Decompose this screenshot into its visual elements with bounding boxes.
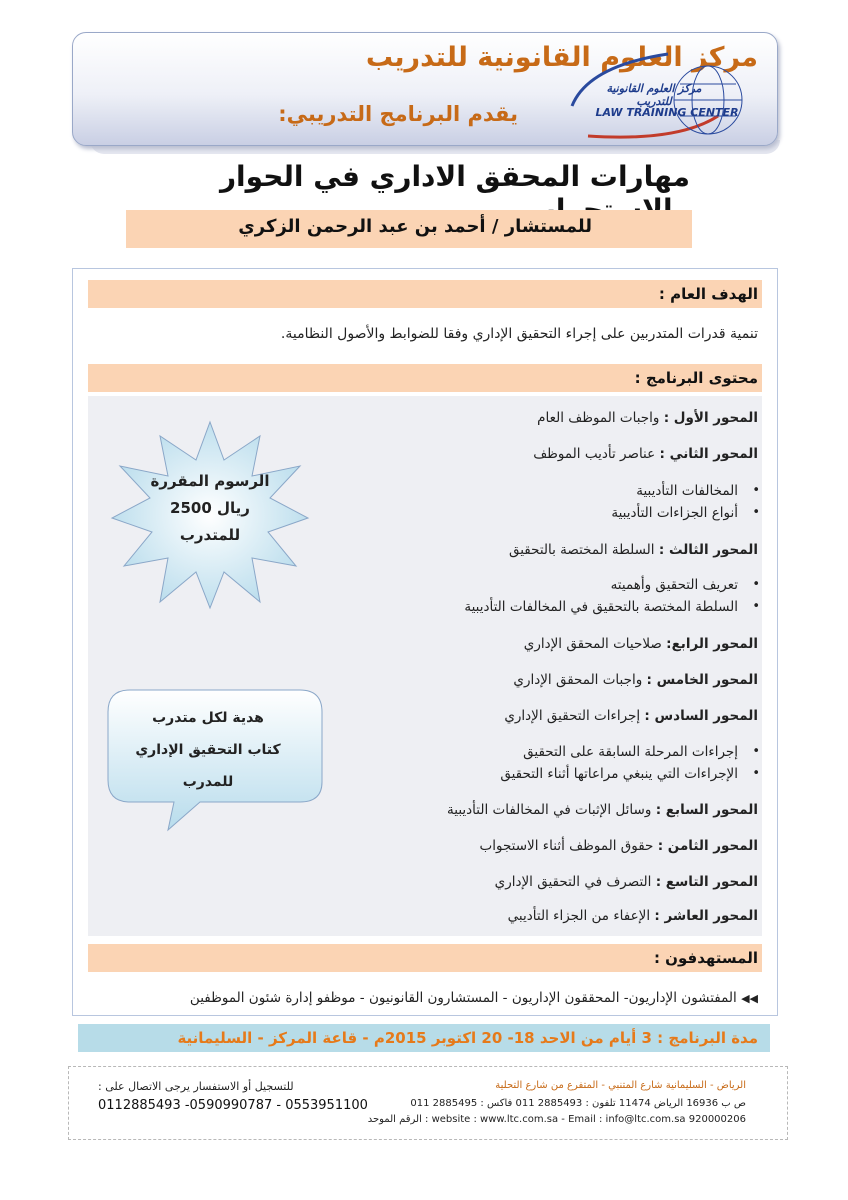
axis-9: المحور التاسع : التصرف في التحقيق الإداري bbox=[494, 874, 758, 890]
axis-3: المحور الثالث : السلطة المختصة بالتحقيق bbox=[508, 542, 758, 558]
axis-2-bullet-1: المخالفات التأديبية • bbox=[636, 483, 738, 499]
axis-3-bullet-2: السلطة المختصة بالتحقيق في المخالفات التأديبية • bbox=[464, 599, 738, 615]
goal-title: الهدف العام : bbox=[658, 285, 758, 303]
goal-text: تنمية قدرات المتدربين على إجراء التحقيق الإداري وفقا للضوابط والأصول النظامية. bbox=[280, 326, 758, 342]
content-title: محتوى البرنامج : bbox=[634, 369, 758, 387]
gift-line3: للمدرب bbox=[182, 774, 234, 790]
duration-text: مدة البرنامج : 3 أيام من الاحد 18- 20 اكتوبر 2015م - قاعة المركز - السليمانية bbox=[177, 1029, 758, 1047]
axis-4: المحور الرابع: صلاحيات المحقق الإداري bbox=[523, 636, 758, 652]
axis-2-bullet-2: أنواع الجزاءات التأديبية • bbox=[611, 505, 738, 521]
axis-3-bullet-1: تعريف التحقيق وأهميته • bbox=[611, 577, 738, 593]
fees-line2: 2500 ريال bbox=[170, 499, 250, 517]
double-arrow-icon: ◀◀ bbox=[741, 992, 758, 1005]
axis-1: المحور الأول : واجبات الموظف العام bbox=[537, 410, 758, 426]
logo-arabic-text: مركز العلوم القانونية للتدريب bbox=[606, 82, 702, 108]
footer-web: website : www.ltc.com.sa - Email : info@ltc.com.sa 920000206 : الرقم الموحد bbox=[367, 1114, 746, 1125]
footer-register-label: للتسجيل أو الاستفسار يرجى الاتصال على : bbox=[98, 1080, 294, 1093]
fees-line1: الرسوم المقررة bbox=[150, 472, 270, 490]
gift-line2: كتاب التحقيق الإداري bbox=[135, 742, 281, 758]
footer-phones: 0112885493 -0590990787 - 0553951100 bbox=[98, 1098, 368, 1113]
fees-line3: للمتدرب bbox=[179, 526, 241, 544]
presents-label: يقدم البرنامج التدريبي: bbox=[278, 102, 518, 126]
logo-english-text: LAW TRAINING CENTER bbox=[595, 106, 739, 119]
gift-line1: هدية لكل متدرب bbox=[152, 710, 264, 726]
trainer-name: للمستشار / أحمد بن عبد الرحمن الزكري bbox=[238, 216, 592, 237]
axis-6-bullet-1: إجراءات المرحلة السابقة على التحقيق • bbox=[523, 744, 738, 760]
axis-10: المحور العاشر : الإعفاء من الجزاء التأديبي bbox=[507, 908, 758, 924]
footer-address: الرياض - السليمانية شارع المتنبي - المتفرع من شارع التحلية bbox=[495, 1080, 746, 1091]
axis-6: المحور السادس : إجراءات التحقيق الإداري bbox=[504, 708, 758, 724]
audience-text: ◀◀ المفتشون الإداريون- المحققون الإداريون - المستشارون القانونيون - موظفو إدارة شئون الموظفين bbox=[189, 990, 758, 1006]
course-title: مهارات المحقق الاداري في الحوار bbox=[219, 160, 690, 193]
axis-5: المحور الخامس : واجبات المحقق الإداري bbox=[513, 672, 758, 688]
axis-2: المحور الثاني : عناصر تأديب الموظف bbox=[533, 446, 758, 462]
axis-7: المحور السابع : وسائل الإثبات في المخالفات التأديبية bbox=[447, 802, 758, 818]
axis-6-bullet-2: الإجراءات التي ينبغي مراعاتها أثناء التحقيق • bbox=[500, 766, 738, 782]
center-name: مركز العلوم القانونية للتدريب bbox=[365, 42, 758, 73]
audience-title: المستهدفون : bbox=[653, 949, 758, 967]
axis-8: المحور الثامن : حقوق الموظف أثناء الاستجواب bbox=[479, 838, 758, 854]
footer-pobox: ص ب 16936 الرياض 11474 تلفون : 2885493 011 فاكس : 2885495 011 bbox=[410, 1098, 746, 1109]
gift-text bbox=[118, 702, 298, 798]
fees-text bbox=[150, 468, 270, 549]
